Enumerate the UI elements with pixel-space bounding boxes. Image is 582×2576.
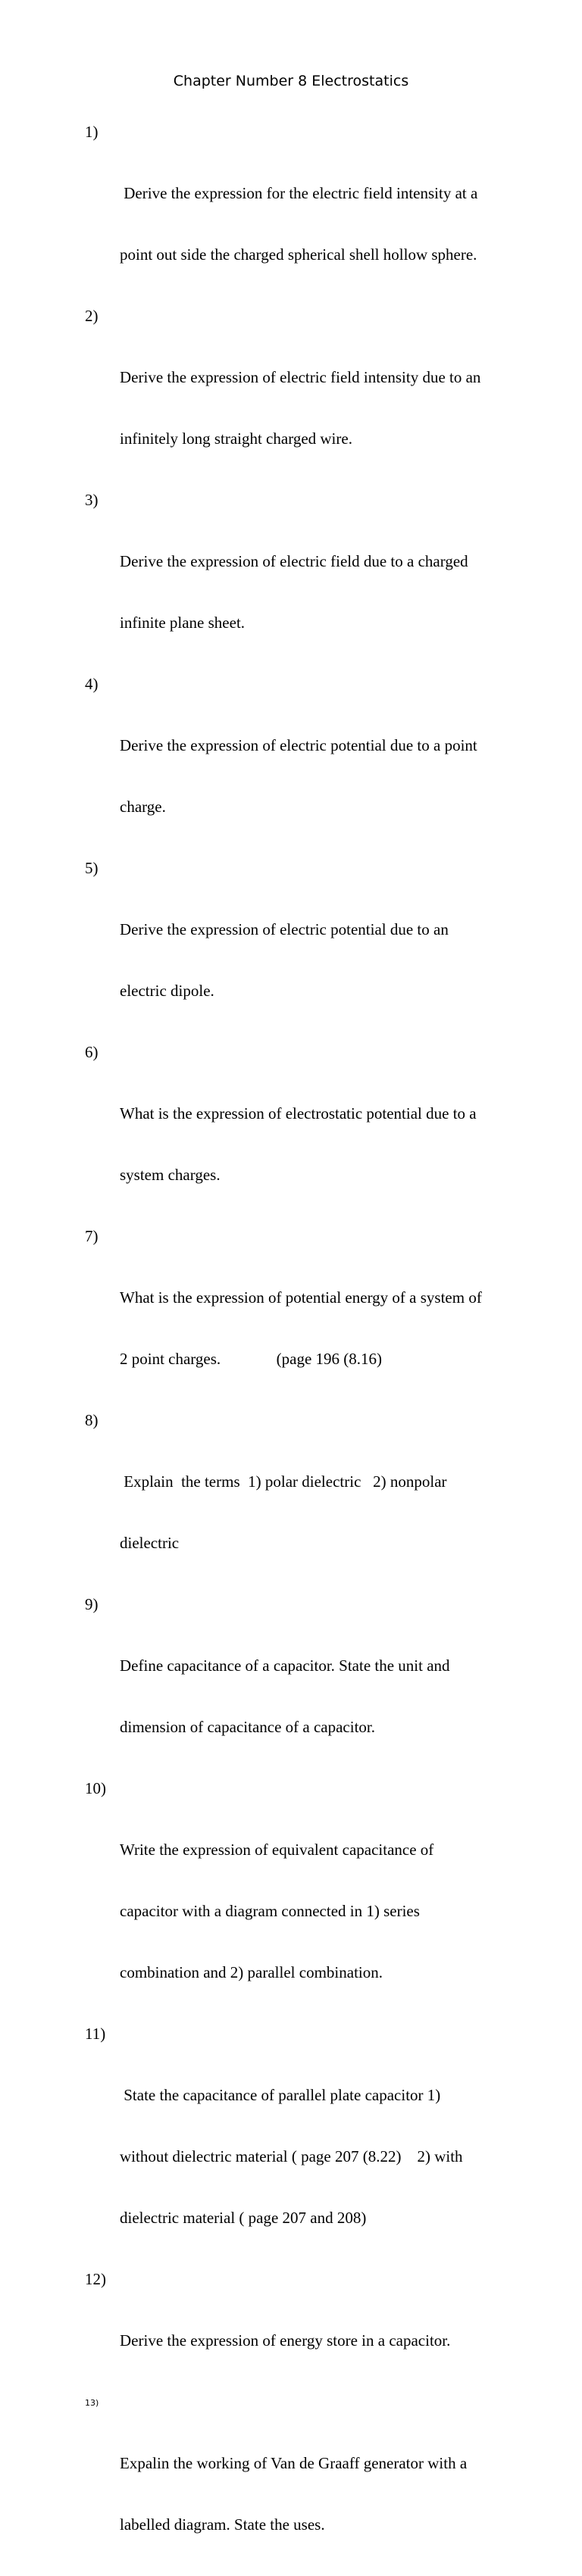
question-line: Derive the expression of electric field intensity due to an — [120, 368, 481, 386]
question-line: point out side the charged spherical shell hollow sphere. — [120, 245, 477, 264]
question-line: capacitor with a diagram connected in 1) series — [120, 1902, 420, 1920]
question-item — [85, 2392, 540, 2576]
question-number: 7) — [85, 1227, 99, 1245]
question-line: without dielectric material ( page 207 (8.22) 2) with — [120, 2147, 463, 2165]
question-line: dimension of capacitance of a capacitor. — [120, 1718, 376, 1736]
question-item — [85, 122, 540, 306]
question-item — [85, 1042, 540, 1226]
question-item — [85, 1226, 540, 1410]
question-line: Write the expression of equivalent capacitance of — [120, 1841, 434, 1859]
question-line: What is the expression of electrostatic potential due to a — [120, 1104, 477, 1123]
question-line: Derive the expression of electric field due to a charged — [120, 552, 468, 570]
question-line: Derive the expression of electric potential due to a point — [120, 736, 477, 754]
question-line: infinite plane sheet. — [120, 614, 246, 632]
question-line: What is the expression of potential energy of a system of — [120, 1288, 482, 1307]
question-item — [85, 858, 540, 1042]
question-line: Derive the expression for the electric field intensity at a — [120, 184, 478, 202]
question-line: Derive the expression of electric potential due to an — [120, 920, 449, 938]
question-number: 10) — [85, 1779, 106, 1797]
question-line: dielectric — [120, 1534, 180, 1552]
question-line: dielectric material ( page 207 and 208) — [120, 2209, 367, 2227]
question-line: electric dipole. — [120, 982, 214, 1000]
page-title: Chapter Number 8 Electrostatics — [173, 73, 409, 89]
question-list — [85, 122, 540, 2576]
question-line: infinitely long straight charged wire. — [120, 429, 352, 448]
question-line: labelled diagram. State the uses. — [120, 2515, 325, 2534]
question-number: 8) — [85, 1411, 99, 1429]
question-number: 13) — [85, 2398, 99, 2408]
question-number: 3) — [85, 491, 99, 509]
question-item — [85, 2024, 540, 2269]
question-line: combination and 2) parallel combination. — [120, 1963, 383, 1981]
question-line: system charges. — [120, 1166, 221, 1184]
question-item — [85, 490, 540, 674]
question-item — [85, 306, 540, 490]
question-item — [85, 1778, 540, 2024]
question-number: 2) — [85, 307, 99, 325]
question-number: 5) — [85, 859, 99, 877]
question-line: State the capacitance of parallel plate capacitor 1) — [120, 2086, 441, 2104]
question-line: Derive the expression of energy store in a capacitor. — [120, 2331, 451, 2350]
question-number: 1) — [85, 123, 99, 141]
question-line: charge. — [120, 798, 166, 816]
question-number: 6) — [85, 1043, 99, 1061]
question-line: Expalin the working of Van de Graaff generator with a — [120, 2454, 468, 2472]
question-item — [85, 1594, 540, 1778]
question-number: 4) — [85, 675, 99, 693]
question-line: Define capacitance of a capacitor. State the unit and — [120, 1656, 450, 1675]
question-number: 11) — [85, 2025, 106, 2043]
question-item — [85, 674, 540, 858]
question-item — [85, 1410, 540, 1594]
question-item — [85, 2269, 540, 2392]
question-line: 2 point charges. (page 196 (8.16) — [120, 1350, 383, 1368]
question-number: 12) — [85, 2270, 106, 2288]
question-number: 9) — [85, 1595, 99, 1613]
question-line: Explain the terms 1) polar dielectric 2) nonpolar — [120, 1472, 447, 1491]
